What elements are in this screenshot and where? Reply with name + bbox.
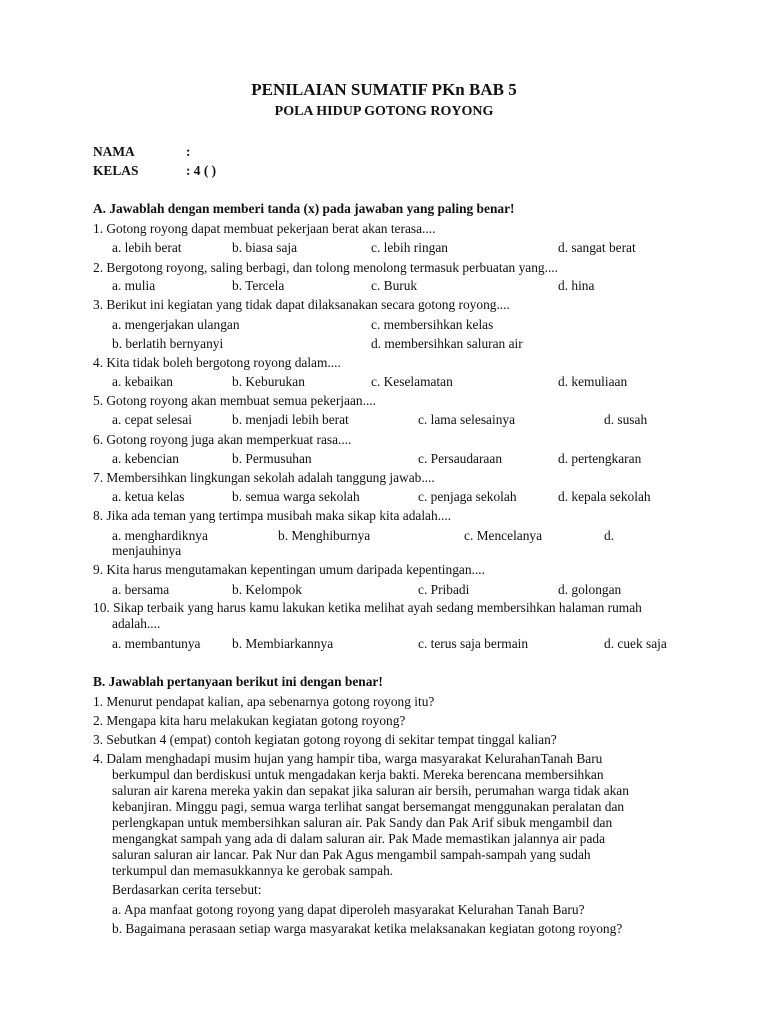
option-3d: d. membersihkan saluran air — [371, 336, 523, 351]
sub-question-a: a. Apa manfaat gotong royong yang dapat diperoleh masyarakat Kelurahan Tanah Baru? — [112, 902, 585, 917]
option-7d: d. kepala sekolah — [558, 489, 651, 504]
option-2c: c. Buruk — [371, 278, 418, 293]
question-8: 8. Jika ada teman yang tertimpa musibah maka sikap kita adalah.... — [93, 508, 452, 523]
page-subtitle: POLA HIDUP GOTONG ROYONG — [274, 104, 494, 119]
option-9c: c. Pribadi — [418, 582, 470, 597]
option-8a: a. menghardiknya — [112, 528, 208, 543]
story-line: mengangkat sampah yang ada di dalam saluran air. Pak Made memastikan jalannya air pada — [112, 831, 606, 846]
option-7c: c. penjaga sekolah — [418, 489, 517, 504]
page-title: PENILAIAN SUMATIF PKn BAB 5 — [251, 80, 517, 99]
section-a-heading: A. Jawablah dengan memberi tanda (x) pada jawaban yang paling benar! — [93, 201, 515, 216]
story-line: kebanjiran. Minggu pagi, semua warga terlihat sangat bersemangat menggunakan peralatan dan — [112, 799, 625, 814]
question-5: 5. Gotong royong akan membuat semua pekerjaan.... — [93, 393, 376, 408]
option-2a: a. mulia — [112, 278, 156, 293]
option-9d: d. golongan — [558, 582, 622, 597]
option-7a: a. ketua kelas — [112, 489, 185, 504]
question-9: 9. Kita harus mengutamakan kepentingan umum daripada kepentingan.... — [93, 562, 485, 577]
option-3b: b. berlatih bernyanyi — [112, 336, 224, 351]
option-4c: c. Keselamatan — [371, 374, 453, 389]
question-1: 1. Gotong royong dapat membuat pekerjaan berat akan terasa.... — [93, 221, 436, 236]
kelas-label: KELAS — [93, 163, 139, 178]
option-8b: b. Menghiburnya — [278, 528, 371, 543]
option-5b: b. menjadi lebih berat — [232, 412, 349, 427]
question-7: 7. Membersihkan lingkungan sekolah adalah tanggung jawab.... — [93, 470, 435, 485]
option-5a: a. cepat selesai — [112, 412, 192, 427]
option-1d: d. sangat berat — [558, 240, 636, 255]
option-10a: a. membantunya — [112, 636, 201, 651]
nama-value: : — [186, 144, 191, 159]
essay-4: 4. Dalam menghadapi musim hujan yang hampir tiba, warga masyarakat KelurahanTanah Baru — [93, 751, 603, 766]
story-line: berkumpul dan berdiskusi untuk mengadakan kerja bakti. Mereka berencana membersihkan — [112, 767, 604, 782]
nama-label: NAMA — [93, 144, 135, 159]
story-line: saluran saluran air lancar. Pak Nur dan Pak Agus mengambil sampah-sampah yang sudah — [112, 847, 591, 862]
section-b-heading: B. Jawablah pertanyaan berikut ini dengan benar! — [93, 674, 383, 689]
question-4: 4. Kita tidak boleh bergotong royong dalam.... — [93, 355, 341, 370]
option-6b: b. Permusuhan — [232, 451, 312, 466]
option-2b: b. Tercela — [232, 278, 285, 293]
option-9a: a. bersama — [112, 582, 170, 597]
option-6c: c. Persaudaraan — [418, 451, 503, 466]
option-3c: c. membersihkan kelas — [371, 317, 494, 332]
option-4d: d. kemuliaan — [558, 374, 628, 389]
option-2d: d. hina — [558, 278, 595, 293]
option-1a: a. lebih berat — [112, 240, 182, 255]
story-prompt: Berdasarkan cerita tersebut: — [112, 882, 262, 897]
question-10-cont: adalah.... — [112, 616, 161, 631]
essay-3: 3. Sebutkan 4 (empat) contoh kegiatan gotong royong di sekitar tempat tinggal kalian? — [93, 732, 557, 747]
option-1c: c. lebih ringan — [371, 240, 448, 255]
question-3: 3. Berikut ini kegiatan yang tidak dapat dilaksanakan secara gotong royong.... — [93, 297, 510, 312]
question-10: 10. Sikap terbaik yang harus kamu lakukan ketika melihat ayah sedang membersihkan halaman rumah — [93, 600, 642, 615]
option-1b: b. biasa saja — [232, 240, 298, 255]
option-10d: d. cuek saja — [604, 636, 667, 651]
story-line: saluran air karena mereka yakin dan sepakat jika saluran air bersih, perumahan warga tidak akan — [112, 783, 629, 798]
option-8c: c. Mencelanya — [464, 528, 543, 543]
option-3a: a. mengerjakan ulangan — [112, 317, 240, 332]
option-8d-text: menjauhinya — [112, 543, 182, 558]
option-6a: a. kebencian — [112, 451, 179, 466]
story-line: terkumpul dan memasukkannya ke gerobak sampah. — [112, 863, 394, 878]
option-4b: b. Keburukan — [232, 374, 305, 389]
option-10b: b. Membiarkannya — [232, 636, 334, 651]
option-5d: d. susah — [604, 412, 648, 427]
question-2: 2. Bergotong royong, saling berbagi, dan tolong menolong termasuk perbuatan yang.... — [93, 260, 558, 275]
question-6: 6. Gotong royong juga akan memperkuat rasa.... — [93, 432, 352, 447]
option-7b: b. semua warga sekolah — [232, 489, 360, 504]
story-line: perlengkapan untuk membersihkan saluran air. Pak Sandy dan Pak Arif sibuk mengambil dan — [112, 815, 613, 830]
kelas-value: : 4 ( ) — [186, 163, 217, 178]
essay-1: 1. Menurut pendapat kalian, apa sebenarnya gotong royong itu? — [93, 694, 435, 709]
essay-2: 2. Mengapa kita haru melakukan kegiatan gotong royong? — [93, 713, 406, 728]
option-8d: d. — [604, 528, 615, 543]
option-6d: d. pertengkaran — [558, 451, 642, 466]
option-4a: a. kebaikan — [112, 374, 173, 389]
option-10c: c. terus saja bermain — [418, 636, 529, 651]
sub-question-b: b. Bagaimana perasaan setiap warga masyarakat ketika melaksanakan kegiatan gotong royong? — [112, 921, 623, 936]
option-9b: b. Kelompok — [232, 582, 302, 597]
option-5c: c. lama selesainya — [418, 412, 516, 427]
